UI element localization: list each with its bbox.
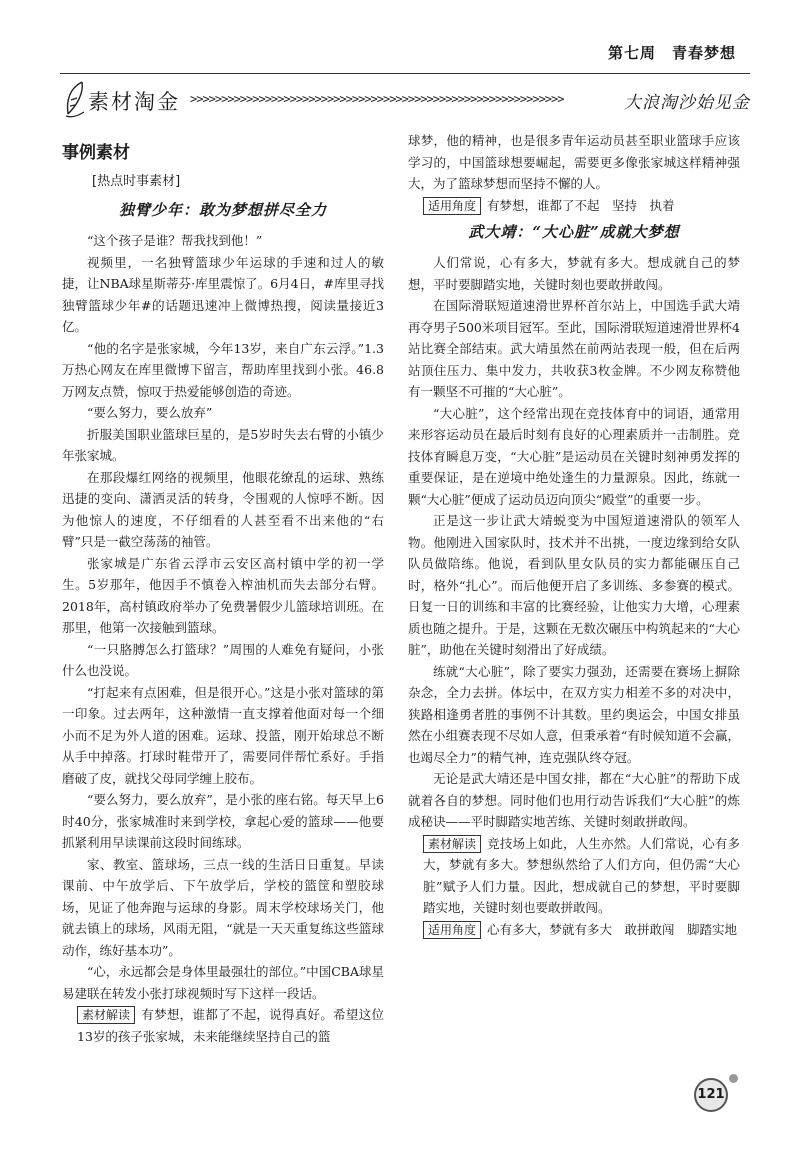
paragraph: “一只胳膊怎么打篮球？”周围的人难免有疑问，小张什么也没说。	[62, 641, 384, 678]
usage-text: 有梦想，谁都了不起 坚持 执着	[487, 197, 675, 213]
section-title: 素材淘金	[88, 90, 180, 114]
material-analysis	[62, 1004, 384, 1047]
paragraph: 张家城是广东省云浮市云安区高村镇中学的初一学生。5岁那年，他因手不慎卷入榨油机而失去部分右臂。2018年，高村镇政府举办了免费暑假少儿篮球培训班。在那里，他第一次接触到篮球。	[62, 555, 384, 635]
usage-angle	[408, 919, 740, 941]
header-rule	[60, 73, 750, 74]
right-column	[408, 130, 740, 940]
paragraph: 球梦，他的精神，也是很多青年运动员甚至职业篮球手应该学习的，中国篮球想要崛起，需要更多像张家城这样精神强大，为了篮球梦想而坚持不懈的人。	[408, 133, 740, 191]
usage-angle	[408, 195, 740, 217]
material-analysis	[408, 833, 740, 919]
paragraph: 家、教室、篮球场，三点一线的生活日日重复。早读课前、中午放学后、下午放学后，学校的篮筐和塑胶球场，见证了他奔跑与运球的身影。周末学校球场关门，他就去镇上的球场，风雨无阻，“就是一天天重复练这些篮球动作，练好基本功”。	[62, 856, 384, 958]
analysis-tag: 素材解读	[77, 1006, 135, 1024]
paragraph: 正是这一步让武大靖蜕变为中国短道速滑队的领军人物。他刚进入国家队时，技术并不出挑，一度边缘到给女队队员做陪练。他说，看到队里女队员的实力都能碾压自己时，格外“扎心”。而后他便开启了多训练、多参赛的模式。日复一日的训练和丰富的比赛经验，让他实力大增，心理素质也随之提升。于是，这颗在无数次碾压中构筑起来的“大心脏”，助他在关键时刻滑出了好成绩。	[408, 513, 740, 657]
section-banner	[62, 84, 750, 118]
analysis-tag: 素材解读	[423, 835, 481, 853]
subsection-heading: [热点时事素材]	[92, 174, 181, 189]
section-heading: 事例素材	[62, 143, 130, 163]
paragraph: 在国际滑联短道速滑世界杯首尔站上，中国选手武大靖再夺男子500米项目冠军。至此，国际滑联短道速滑世界杯4站比赛全部结束。武大靖虽然在前两站表现一般，但在后两站顶住压力、集中发力，共收获3枚金牌。不少网友称赞他有一颗坚不可摧的“大心脏”。	[408, 298, 740, 399]
paragraph: 折服美国职业篮球巨星的，是5岁时失去右臂的小镇少年张家城。	[62, 426, 384, 463]
paragraph: “要么努力，要么放弃”，是小张的座右铭。每天早上6时40分，张家城准时来到学校，拿起心爱的篮球——他要抓紧利用早读课前这段时间练球。	[62, 792, 384, 850]
paragraph: 练就“大心脏”，除了要实力强劲，还需要在赛场上摒除杂念，全力去拼。体坛中，在双方实力相差不多的对决中，狭路相逢勇者胜的事例不计其数。里约奥运会，中国女排虽然在小组赛表现不尽如人意，但秉承着“有时候知道不会赢，也竭尽全力”的精气神，连克强队终夺冠。	[408, 663, 740, 765]
left-column	[62, 140, 384, 1047]
page-number: 121	[694, 1078, 728, 1112]
paragraph: 在那段爆红网络的视频里，他眼花缭乱的运球、熟练迅捷的变向、潇洒灵活的转身，令围观的人惊呼不断。因为他惊人的速度，不仔细看的人甚至看不出来他的“右臂”只是一截空荡荡的袖管。	[62, 469, 384, 549]
paragraph: “心，永远都会是身体里最强壮的部位。”中国CBA球星易建联在转发小张打球视频时写下这样一段话。	[62, 964, 384, 1001]
article-title: 武大靖：“大心脏”成就大梦想	[468, 223, 680, 241]
article-title: 独臂少年：敢为梦想拼尽全力	[118, 201, 327, 219]
feather-pen-icon	[62, 80, 88, 124]
paragraph: “大心脏”，这个经常出现在竞技体育中的词语，通常用来形容运动员在最后时刻有良好的心理素质并一击制胜。竞技体育瞬息万变，“大心脏”是运动员在关键时刻神勇发挥的重要保证，是在逆境中绝处逢生的力量源泉。因此，练就一颗“大心脏”便成了运动员迈向顶尖“殿堂”的重要一步。	[408, 405, 740, 507]
decorative-dot	[729, 1074, 738, 1083]
paragraph: “打起来有点困难，但是很开心。”这是小张对篮球的第一印象。过去两年，这种激情一直支撑着他面对每一个细小而不足为外人道的困难。运球、投篮，刚开始球总不断从手中掉落。打球时鞋带开了，需要同伴帮忙系好。手指磨破了皮，就找父母同学缠上胶布。	[62, 684, 384, 786]
paragraph: 无论是武大靖还是中国女排，都在“大心脏”的帮助下成就着各自的梦想。同时他们也用行动告诉我们“大心脏”的炼成秘诀——平时脚踏实地苦练、关键时刻敢拼敢闯。	[408, 771, 740, 829]
section-slogan: 大浪淘沙始见金	[624, 93, 750, 113]
usage-tag: 适用角度	[423, 197, 481, 215]
paragraph: “他的名字是张家城，今年13岁，来自广东云浮。”1.3万热心网友在库里微博下留言，帮助库里找到小张。46.8万网友点赞，惊叹于热爱能够创造的奇迹。	[62, 340, 384, 399]
paragraph: “这个孩子是谁？帮我找到他！”	[87, 233, 263, 248]
usage-tag: 适用角度	[423, 921, 481, 939]
usage-text: 心有多大，梦就有多大 敢拼敢闯 脚踏实地	[487, 921, 738, 937]
paragraph: “要么努力，要么放弃”	[87, 405, 213, 420]
arrow-divider: >>>>>>>>>>>>>>>>>>>>>>>>>>>>>>>>>>>>>>>>>>>>>>>>>>>>>>>>>>>>	[190, 92, 564, 106]
analysis-text: 有梦想，谁都了不起，说得真好。希望这位13岁的孩子张家城，未来能继续坚持自己的篮	[77, 1007, 384, 1044]
paragraph: 人们常说，心有多大，梦就有多大。想成就自己的梦想，平时要脚踏实地，关键时刻也要敢拼敢闯。	[408, 255, 740, 292]
analysis-text: 竞技场上如此，人生亦然。人们常说，心有多大，梦就有多大。梦想纵然给了人们方向，但仍需“大心脏”赋予人们力量。因此，想成就自己的梦想，平时要脚踏实地，关键时刻也要敢拼敢闯。	[423, 835, 740, 915]
week-title: 第七周 青春梦想	[607, 44, 736, 62]
paragraph: 视频里，一名独臂篮球少年运球的手速和过人的敏捷，让NBA球星斯蒂芬·库里震惊了。6月4日，#库里寻找独臂篮球少年#的话题迅速冲上微博热搜，阅读量接近3亿。	[62, 254, 385, 334]
